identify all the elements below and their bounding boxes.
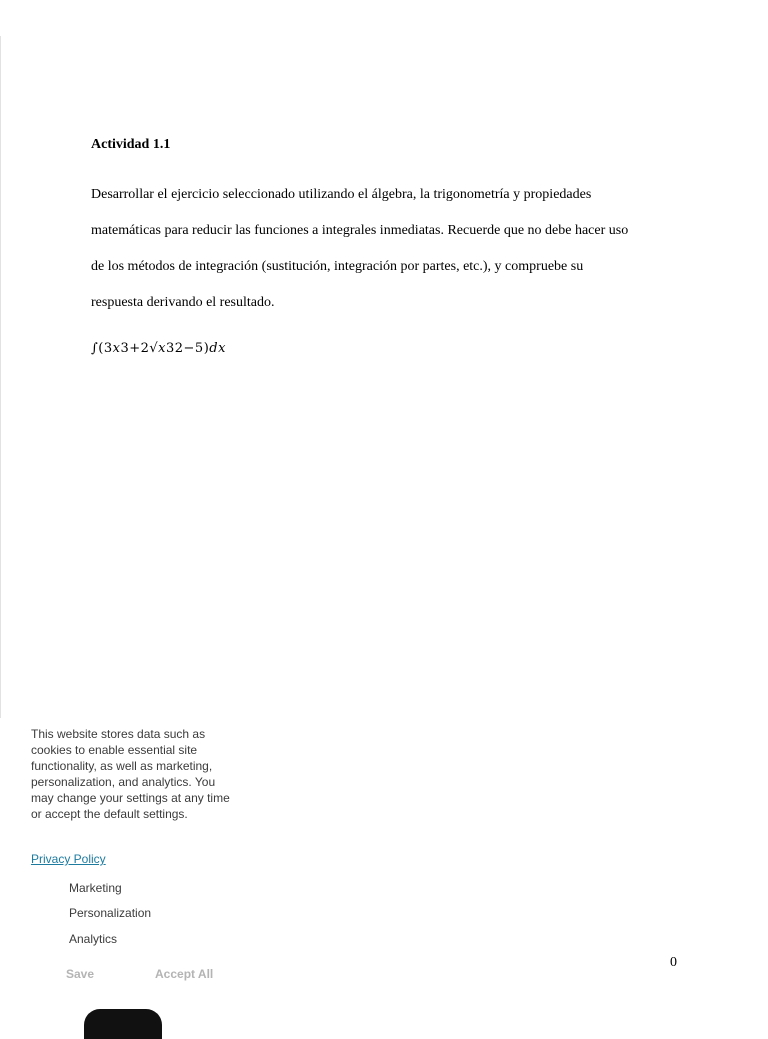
document-paragraph	[91, 179, 681, 319]
formula-body: ∫(3𝑥3+2√𝑥32−5)	[91, 341, 210, 356]
floating-dark-tab[interactable]	[84, 1009, 162, 1039]
top-bar	[0, 0, 768, 37]
document-title: Actividad 1.1	[91, 137, 171, 152]
privacy-policy-link[interactable]: Privacy Policy	[31, 852, 106, 866]
integral-formula	[91, 341, 226, 356]
page-number: 0	[670, 955, 677, 970]
save-button[interactable]: Save	[66, 967, 95, 981]
accept-all-button[interactable]: Accept All	[155, 967, 214, 981]
cookie-text: This website stores data such as cookies to enable essential site functionality, as well as marketing, personalization, and analytics. You may change your settings at any time or accept the default settings.	[31, 727, 230, 821]
cookie-option-marketing[interactable]: Marketing	[69, 881, 122, 895]
cookie-banner	[0, 718, 250, 1024]
cookie-option-personalization[interactable]: Personalization	[69, 906, 152, 920]
paragraph-line: matemáticas para reducir las funciones a integrales inmediatas. Recuerde que no debe hacer uso	[91, 223, 629, 238]
paragraph-line: Desarrollar el ejercicio seleccionado utilizando el álgebra, la trigonometría y propiedades	[91, 187, 592, 202]
formula-dx: 𝑑𝑥	[209, 341, 226, 356]
cookie-option-analytics[interactable]: Analytics	[69, 932, 118, 946]
paragraph-line: respuesta derivando el resultado.	[91, 295, 275, 310]
paragraph-line: de los métodos de integración (sustitución, integración por partes, etc.), y compruebe su	[91, 259, 584, 274]
